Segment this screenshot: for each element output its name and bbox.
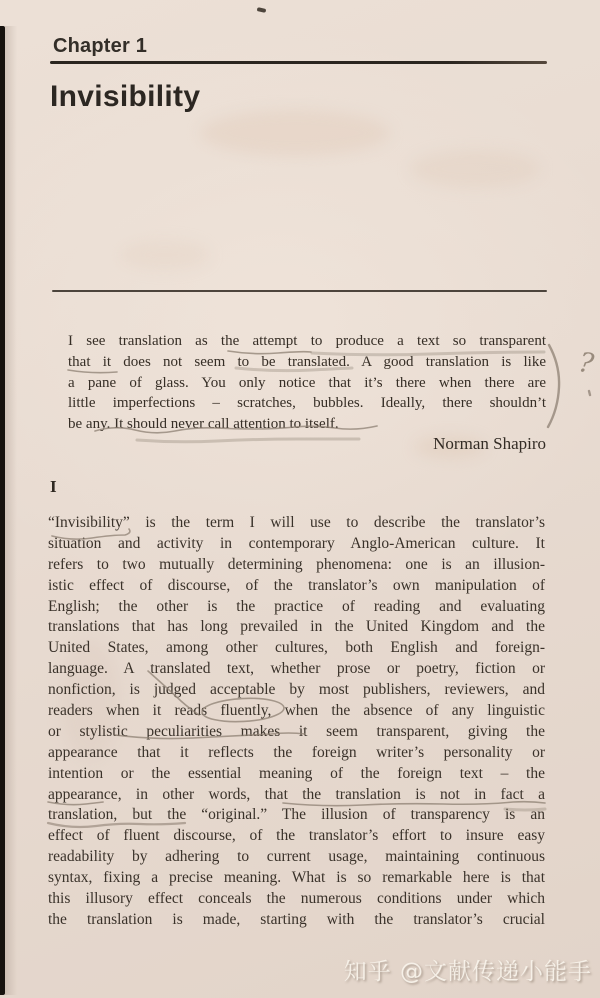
epigraph-rule (52, 290, 547, 292)
handwritten-question-mark: ? (576, 347, 596, 380)
text-line: translations that has long prevailed in the United Kingdom and the (48, 618, 545, 636)
epigraph-attribution: Norman Shapiro (433, 434, 546, 453)
text-line: appearance that it reflects the foreign writer’s personality or (48, 743, 545, 761)
scan-edge-shadow (5, 26, 17, 995)
text-line: “Invisibility” is the term I will use to describe the translator’s (48, 514, 545, 531)
text-line: be any. It should never call attention to itself. (68, 416, 339, 433)
text-line: English; the other is the practice of reading and evaluating (48, 597, 545, 615)
chapter-label: Chapter 1 (53, 35, 148, 57)
text-line: effect of fluent discourse, of the translator’s effort to insure easy (48, 827, 545, 845)
paper-stain (410, 150, 540, 188)
text-line: situation and activity in contemporary Anglo-American culture. It (48, 534, 545, 552)
section-heading: I (50, 477, 57, 496)
text-line: United States, among other cultures, both English and foreign- (48, 639, 545, 657)
text-line: istic effect of discourse, of the translator’s own manipulation of (48, 576, 545, 594)
pencil-question-dot (589, 391, 590, 395)
text-line: refers to two mutually determining phenomena: one is an illusion- (48, 555, 545, 573)
paper-stain (200, 110, 390, 156)
text-line: readers when it reads fluently, when the absence of any linguistic (48, 702, 545, 720)
text-line: that it does not seem to be translated. A good translation is like (68, 353, 546, 370)
text-line: intention or the essential meaning of the foreign text – the (48, 764, 545, 782)
chapter-rule (50, 61, 547, 64)
text-line: translation, but the “original.” The illusion of transparency is an (48, 806, 545, 824)
text-line: nonfiction, is judged acceptable by most publishers, reviewers, and (48, 681, 545, 699)
text-line: appearance, in other words, that the translation is not in fact a (48, 785, 545, 803)
text-line: readability by adhering to current usage, maintaining continuous (48, 848, 545, 866)
text-line: I see translation as the attempt to produce a text so transparent (68, 333, 546, 349)
chapter-title: Invisibility (50, 80, 201, 113)
zhihu-watermark: 知乎 @文献传递小能手 (343, 959, 592, 985)
epigraph-quote (68, 331, 546, 435)
text-line: a pane of glass. You only notice that it’s there when there are (68, 374, 546, 391)
paper-stain (120, 240, 210, 270)
text-line: this illusory effect conceals the numerous conditions under which (48, 890, 545, 908)
text-line: syntax, fixing a precise meaning. What is so remarkable here is that (48, 869, 545, 887)
scan-speck (257, 7, 267, 13)
text-line: language. A translated text, whether prose or poetry, fiction or (48, 660, 545, 678)
text-line: or stylistic peculiarities makes it seem transparent, giving the (48, 722, 545, 740)
body-paragraph (48, 513, 545, 931)
text-line: the translation is made, starting with the translator’s crucial (48, 910, 545, 928)
pencil-margin-bracket (548, 345, 559, 427)
text-line: little imperfections – scratches, bubbles. Ideally, there shouldn’t (68, 395, 546, 412)
